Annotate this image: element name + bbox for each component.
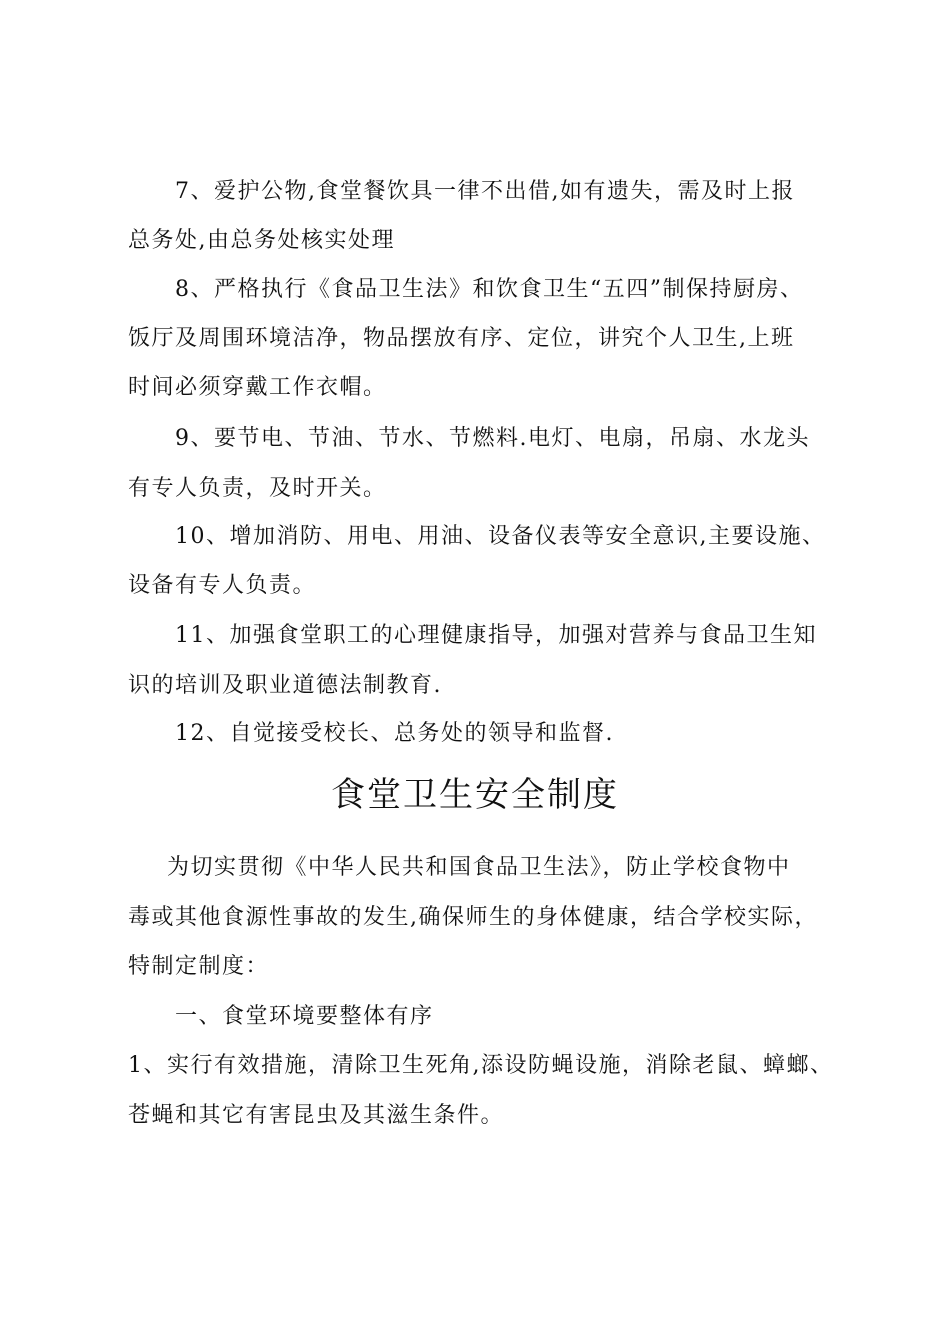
item-8-line-2: 饭厅及周围环境洁净，物品摆放有序、定位，讲究个人卫生,上班: [128, 326, 795, 351]
item-10-line-2: 设备有专人负责。: [128, 573, 317, 598]
section-title: 食堂卫生安全制度: [331, 775, 619, 815]
item-10-line-1: 10、增加消防、用电、用油、设备仪表等安全意识,主要设施、: [175, 524, 826, 549]
item-8-line-3: 时间必须穿戴工作衣帽。: [128, 375, 387, 400]
item-8-line-1: 8、严格执行《食品卫生法》和饮食卫生“五四”制保持厨房、: [175, 277, 804, 302]
item-12-line-1: 12、自觉接受校长、总务处的领导和监督.: [175, 721, 614, 746]
item-9-line-2: 有专人负责，及时开关。: [128, 476, 387, 501]
item-7-line-1: 7、爱护公物,食堂餐饮具一律不出借,如有遗失，需及时上报: [175, 179, 795, 204]
item-9-line-1: 9、要节电、节油、节水、节燃料.电灯、电扇，吊扇、水龙头: [175, 426, 810, 451]
heading-one: 一、食堂环境要整体有序: [175, 1004, 434, 1029]
item-7-line-2: 总务处,由总务处核实处理: [128, 228, 395, 253]
rule-1-line-2: 苍蝇和其它有害昆虫及其滋生条件。: [128, 1103, 505, 1128]
item-11-line-1: 11、加强食堂职工的心理健康指导，加强对营养与食品卫生知: [175, 623, 817, 648]
intro-line-1: 为切实贯彻《中华人民共和国食品卫生法》，防止学校食物中: [167, 855, 791, 880]
item-11-line-2: 识的培训及职业道德法制教育.: [128, 673, 442, 698]
rule-1-line-1: 1、实行有效措施，清除卫生死角,添设防蝇设施，消除老鼠、蟑螂、: [128, 1053, 834, 1078]
intro-line-2: 毒或其他食源性事故的发生,确保师生的身体健康，结合学校实际，: [128, 905, 818, 930]
intro-line-3: 特制定制度：: [128, 954, 270, 979]
